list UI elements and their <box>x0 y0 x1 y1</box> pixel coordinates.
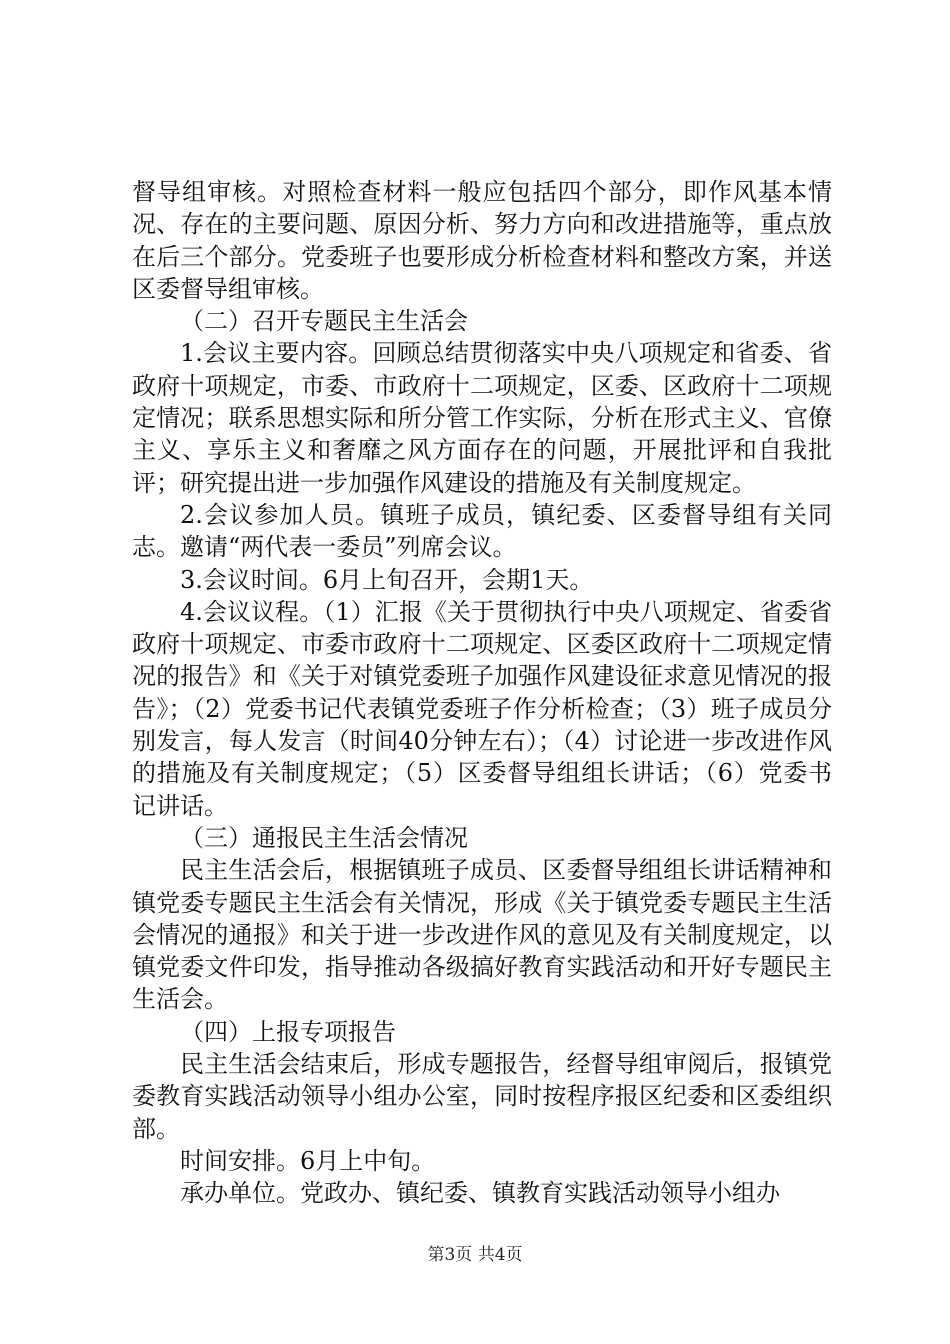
paragraph-meeting-attendees: 2.会议参加人员。镇班子成员，镇纪委、区委督导组有关同志。邀请“两代表一委员”列席会议。 <box>132 500 832 562</box>
paragraph-report: 民主生活会结束后，形成专题报告，经督导组审阅后，报镇党委教育实践活动领导小组办公室，同时按程序报区纪委和区委组织部。 <box>132 1050 832 1143</box>
section-heading-3: （三）通报民主生活会情况 <box>180 823 468 852</box>
page-footer: 第3页 共4页 <box>427 1245 523 1265</box>
paragraph-notice: 民主生活会后，根据镇班子成员、区委督导组组长讲话精神和镇党委专题民主生活会有关情况，形成《关于镇党委专题民主生活会情况的通报》和关于进一步改进作风的意见及有关制度规定，以镇党委文件印发，指导推动各级搞好教育实践活动和开好专题民主生活会。 <box>132 856 832 1014</box>
paragraph-meeting-content: 1.会议主要内容。回顾总结贯彻落实中央八项规定和省委、省政府十项规定，市委、市政府十二项规定，区委、区政府十二项规定情况；联系思想实际和所分管工作实际，分析在形式主义、官僚主义、享乐主义和奢靡之风方面存在的问题，开展批评和自我批评；研究提出进一步加强作风建设的措施及有关制度规定。 <box>132 339 832 497</box>
paragraph-meeting-agenda: 4.会议议程。（1）汇报《关于贯彻执行中央八项规定、省委省政府十项规定、市委市政府十二项规定、区委区政府十二项规定情况的报告》和《关于对镇党委班子加强作风建设征求意见情况的报告》；（2）党委书记代表镇党委班子作分析检查；（3）班子成员分别发言，每人发言（时间40分钟左右）；（4）讨论进一步改进作风的措施及有关制度规定；（5）区委督导组组长讲话；（6）党委书记讲话。 <box>132 597 832 820</box>
paragraph-organizer: 承办单位。党政办、镇纪委、镇教育实践活动领导小组办 <box>180 1179 780 1208</box>
paragraph-meeting-time: 3.会议时间。6月上旬召开，会期1天。 <box>180 565 594 594</box>
section-heading-2: （二）召开专题民主生活会 <box>180 307 468 336</box>
paragraph-schedule: 时间安排。6月上中旬。 <box>180 1146 436 1175</box>
document-body <box>132 176 832 1210</box>
paragraph-1: 督导组审核。对照检查材料一般应包括四个部分，即作风基本情况、存在的主要问题、原因分析、努力方向和改进措施等，重点放在后三个部分。党委班子也要形成分析检查材料和整改方案，并送区委督导组审核。 <box>132 178 832 303</box>
section-heading-4: （四）上报专项报告 <box>180 1017 396 1046</box>
